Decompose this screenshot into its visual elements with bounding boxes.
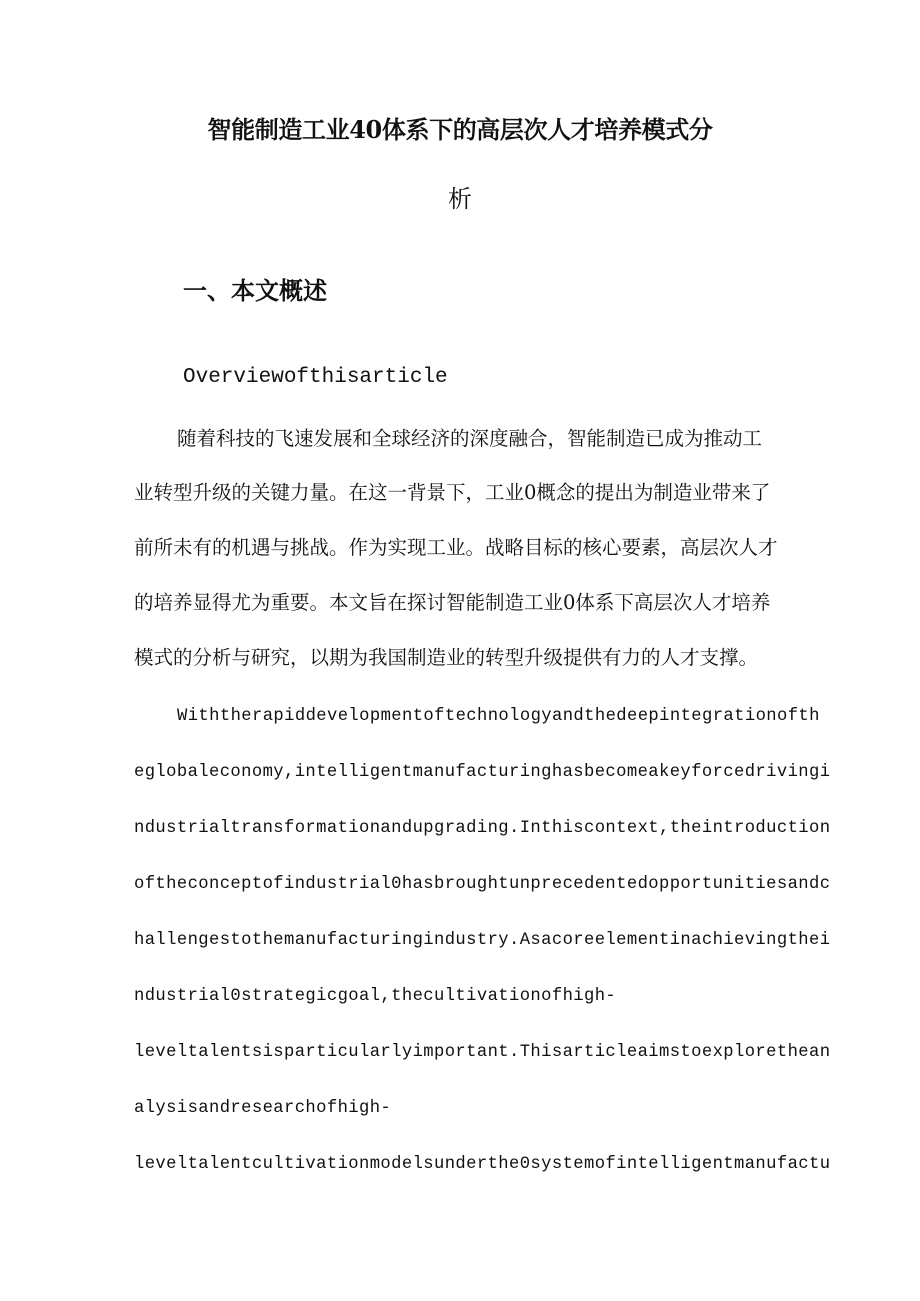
english-paragraph-line: eglobaleconomy,intelligentmanufacturinghasbecomeakeyforcedrivingi <box>134 763 831 782</box>
chinese-paragraph-line: 的培养显得尤为重要。本文旨在探讨智能制造工业0体系下高层次人才培养 <box>134 591 771 614</box>
document-title-line-2: 析 <box>448 185 472 213</box>
english-paragraph-line: leveltalentcultivationmodelsunderthe0systemofintelligentmanufactu <box>134 1155 831 1174</box>
english-paragraph-line: Withtherapiddevelopmentoftechnologyandthedeepintegrationofth <box>177 707 820 726</box>
english-paragraph-line: oftheconceptofindustrial0hasbroughtunprecedentedopportunitiesandc <box>134 875 831 894</box>
chinese-paragraph-line: 前所未有的机遇与挑战。作为实现工业。战略目标的核心要素，高层次人才 <box>134 536 778 559</box>
section-heading: 一、本文概述 <box>183 276 327 305</box>
english-paragraph-line: leveltalentsisparticularlyimportant.Thisarticleaimstoexplorethean <box>134 1043 831 1062</box>
document-title-line-1: 智能制造工业40体系下的高层次人才培养模式分 <box>207 115 713 144</box>
english-heading: Overviewofthisarticle <box>183 366 448 389</box>
english-paragraph-line: ndustrialtransformationandupgrading.Inthiscontext,theintroduction <box>134 819 831 838</box>
chinese-paragraph-line: 模式的分析与研究，以期为我国制造业的转型升级提供有力的人才支撑。 <box>134 646 759 669</box>
english-paragraph-line: ndustrial0strategicgoal,thecultivationofhigh- <box>134 987 617 1006</box>
english-paragraph-line: hallengestothemanufacturingindustry.Asacoreelementinachievingthei <box>134 931 831 950</box>
english-paragraph-line: alysisandresearchofhigh- <box>134 1099 392 1118</box>
chinese-paragraph-line: 随着科技的飞速发展和全球经济的深度融合，智能制造已成为推动工 <box>177 427 763 450</box>
chinese-paragraph-line: 业转型升级的关键力量。在这一背景下，工业0概念的提出为制造业带来了 <box>134 481 771 504</box>
